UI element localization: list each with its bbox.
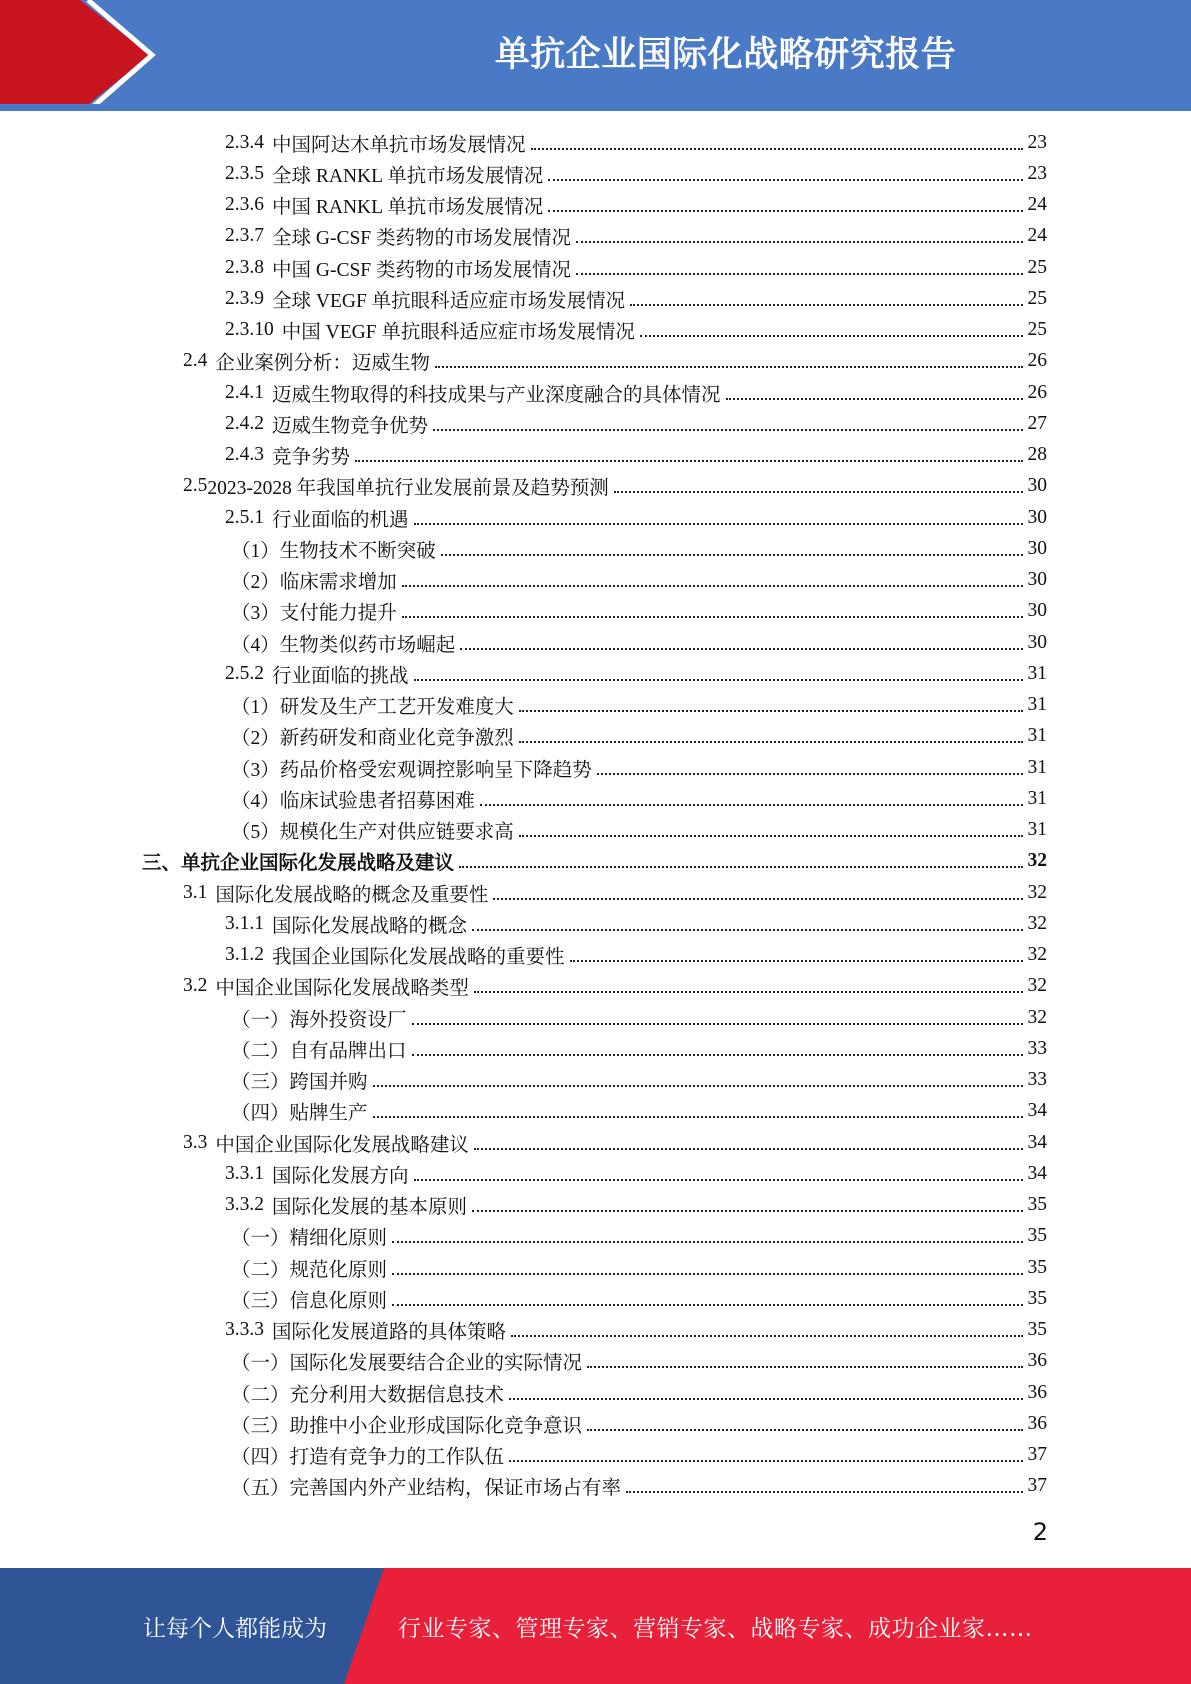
toc-entry-title: （1）研发及生产工艺开发难度大 <box>231 697 514 719</box>
toc-entry[interactable] <box>0 283 1191 314</box>
page-header <box>0 0 1191 111</box>
toc-entry[interactable] <box>0 1283 1191 1314</box>
toc-entry-page: 32 <box>1027 975 1047 997</box>
toc-entry-title: （一）国际化发展要结合企业的实际情况 <box>231 1353 583 1375</box>
toc-entry-page: 37 <box>1027 1475 1047 1497</box>
dot-leader <box>597 773 1023 775</box>
toc-entry-number: 2.3.9 <box>225 287 264 309</box>
toc-entry-title: 迈威生物竞争优势 <box>272 415 429 437</box>
dot-leader <box>548 210 1023 212</box>
toc-entry-page: 35 <box>1027 1319 1047 1341</box>
toc-entry[interactable] <box>0 1096 1191 1127</box>
toc-entry-page: 32 <box>1027 1006 1047 1028</box>
dot-leader <box>392 1304 1023 1306</box>
toc-entry[interactable] <box>0 221 1191 252</box>
toc-entry[interactable] <box>0 815 1191 846</box>
page-footer <box>0 1568 1191 1684</box>
toc-entry-title: （3）药品价格受宏观调控影响呈下降趋势 <box>231 759 592 781</box>
dot-leader <box>509 1460 1023 1462</box>
toc-entry-title: （二）规范化原则 <box>231 1259 388 1281</box>
toc-entry-page: 31 <box>1027 725 1047 747</box>
toc-entry-title: （2）临床需求增加 <box>231 572 397 594</box>
dot-leader <box>474 991 1023 993</box>
toc-entry-title: （二）自有品牌出口 <box>231 1040 407 1062</box>
toc-entry-title: 国际化发展的基本原则 <box>272 1197 468 1219</box>
toc-entry-page: 26 <box>1027 350 1047 372</box>
dot-leader <box>531 148 1023 150</box>
dot-leader <box>472 929 1023 931</box>
toc-entry-title: 中国 RANKL 单抗市场发展情况 <box>272 197 544 219</box>
toc-entry-title: 中国企业国际化发展战略建议 <box>215 1134 469 1156</box>
dot-leader <box>412 1023 1023 1025</box>
dot-leader <box>373 1116 1023 1118</box>
toc-entry-page: 24 <box>1027 225 1047 247</box>
toc-entry-title: （二）充分利用大数据信息技术 <box>231 1384 505 1406</box>
toc-entry-page: 31 <box>1027 662 1047 684</box>
toc-entry[interactable] <box>0 721 1191 752</box>
toc-entry[interactable] <box>0 877 1191 908</box>
toc-entry-title: 国际化发展战略的概念 <box>272 915 468 937</box>
dot-leader <box>435 366 1023 368</box>
dot-leader <box>392 1241 1023 1243</box>
toc-entry-page: 30 <box>1027 631 1047 653</box>
toc-entry-title: （4）生物类似药市场崛起 <box>231 634 456 656</box>
dot-leader <box>511 1335 1023 1337</box>
toc-entry-title: （1）生物技术不断突破 <box>231 540 436 562</box>
toc-entry-page: 23 <box>1027 131 1047 153</box>
toc-entry-number: 3.1.1 <box>225 912 264 934</box>
toc-entry-number: 2.4 <box>183 350 208 372</box>
toc-entry-page: 34 <box>1027 1131 1047 1153</box>
dot-leader <box>614 491 1023 493</box>
toc-entry-page: 30 <box>1027 506 1047 528</box>
toc-entry-page: 35 <box>1027 1194 1047 1216</box>
dot-leader <box>459 866 1023 868</box>
toc-entry-title: （2）新药研发和商业化竞争激烈 <box>231 728 514 750</box>
toc-entry[interactable] <box>0 315 1191 346</box>
toc-entry-title: 国际化发展战略的概念及重要性 <box>215 884 489 906</box>
dot-leader <box>519 710 1023 712</box>
dot-leader <box>576 241 1023 243</box>
toc-entry-page: 34 <box>1027 1100 1047 1122</box>
toc-entry-number: 2.3.5 <box>225 162 264 184</box>
toc-entry-number: 2.5.2 <box>225 662 264 684</box>
toc-entry-number: 3.3.3 <box>225 1319 264 1341</box>
toc-entry[interactable] <box>0 1471 1191 1502</box>
toc-entry-number: 3.3.1 <box>225 1162 264 1184</box>
toc-entry[interactable] <box>0 1408 1191 1439</box>
dot-leader <box>402 585 1023 587</box>
toc-entry-title: （四）贴牌生产 <box>231 1103 368 1125</box>
toc-entry-page: 35 <box>1027 1225 1047 1247</box>
toc-entry[interactable] <box>0 1033 1191 1064</box>
toc-entry-title: （四）打造有竞争力的工作队伍 <box>231 1447 505 1469</box>
dot-leader <box>474 1148 1023 1150</box>
toc-entry-number: 2.4.1 <box>225 381 264 403</box>
dot-leader <box>414 523 1023 525</box>
dot-leader <box>412 1054 1023 1056</box>
toc-entry[interactable] <box>0 1221 1191 1252</box>
dot-leader <box>355 460 1023 462</box>
footer-slogan-right: 行业专家、管理专家、营销专家、战略专家、成功企业家…… <box>398 1615 1033 1642</box>
toc-entry[interactable] <box>0 690 1191 721</box>
toc-entry-title: 全球 VEGF 单抗眼科适应症市场发展情况 <box>272 290 626 312</box>
toc-entry[interactable] <box>0 1252 1191 1283</box>
report-title: 单抗企业国际化战略研究报告 <box>494 35 957 75</box>
toc-entry[interactable] <box>0 440 1191 471</box>
toc-entry[interactable] <box>0 1158 1191 1189</box>
dot-leader <box>493 898 1023 900</box>
toc-entry-page: 33 <box>1027 1069 1047 1091</box>
toc-entry-page: 23 <box>1027 162 1047 184</box>
toc-entry[interactable] <box>0 533 1191 564</box>
toc-entry-title: 国际化发展道路的具体策略 <box>272 1322 507 1344</box>
toc-entry[interactable] <box>0 408 1191 439</box>
toc-entry[interactable] <box>0 1440 1191 1471</box>
toc-entry-page: 33 <box>1027 1037 1047 1059</box>
toc-entry-page: 32 <box>1027 944 1047 966</box>
toc-entry[interactable] <box>0 627 1191 658</box>
dot-leader <box>472 1210 1023 1212</box>
toc-entry-title: （4）临床试验患者招募困难 <box>231 790 475 812</box>
toc-entry[interactable] <box>0 1065 1191 1096</box>
toc-entry[interactable] <box>0 752 1191 783</box>
toc-entry-number: 2.4.2 <box>225 412 264 434</box>
toc-entry-number: 2.4.3 <box>225 444 264 466</box>
toc-entry[interactable] <box>0 471 1191 502</box>
toc-entry-number: 2.3.6 <box>225 194 264 216</box>
dot-leader <box>640 335 1023 337</box>
toc-entry-page: 30 <box>1027 475 1047 497</box>
dot-leader <box>587 1429 1023 1431</box>
footer-slogan-left: 让每个人都能成为 <box>143 1615 327 1642</box>
dot-leader <box>433 429 1023 431</box>
toc-entry-page: 35 <box>1027 1287 1047 1309</box>
toc-entry-title: 全球 RANKL 单抗市场发展情况 <box>272 165 544 187</box>
toc-entry-title: 企业案例分析：迈威生物 <box>215 353 430 375</box>
dot-leader <box>509 1398 1023 1400</box>
toc-entry-page: 26 <box>1027 381 1047 403</box>
toc-entry[interactable] <box>0 1377 1191 1408</box>
toc-entry-title: 我国企业国际化发展战略的重要性 <box>272 947 565 969</box>
dot-leader <box>373 1085 1023 1087</box>
toc-entry-page: 24 <box>1027 194 1047 216</box>
toc-entry-title: 中国 VEGF 单抗眼科适应症市场发展情况 <box>281 322 635 344</box>
toc-entry-page: 28 <box>1027 444 1047 466</box>
toc-entry[interactable] <box>0 846 1191 877</box>
toc-entry-page: 36 <box>1027 1381 1047 1403</box>
toc-entry-page: 30 <box>1027 600 1047 622</box>
toc-entry-page: 25 <box>1027 287 1047 309</box>
toc-entry-page: 32 <box>1027 850 1047 872</box>
toc-entry[interactable] <box>0 158 1191 189</box>
dot-leader <box>570 960 1023 962</box>
toc-entry-title: （三）信息化原则 <box>231 1290 388 1312</box>
toc-entry-title: （3）支付能力提升 <box>231 603 397 625</box>
toc-entry-page: 37 <box>1027 1444 1047 1466</box>
toc-entry-page: 25 <box>1027 256 1047 278</box>
toc-entry-page: 30 <box>1027 569 1047 591</box>
toc-entry-title: （5）规模化生产对供应链要求高 <box>231 822 514 844</box>
toc-entry-number: 2.3.10 <box>225 319 274 341</box>
toc-entry[interactable] <box>0 502 1191 533</box>
toc-entry-page: 34 <box>1027 1162 1047 1184</box>
toc-entry[interactable] <box>0 658 1191 689</box>
toc-entry-number: 3.3.2 <box>225 1194 264 1216</box>
toc-entry[interactable] <box>0 908 1191 939</box>
page-number: 2 <box>1032 1518 1048 1546</box>
toc-entry-page: 31 <box>1027 787 1047 809</box>
dot-leader <box>392 1273 1023 1275</box>
toc-entry-title: 中国阿达木单抗市场发展情况 <box>272 134 526 156</box>
dot-leader <box>519 835 1023 837</box>
toc-entry-title: （五）完善国内外产业结构，保证市场占有率 <box>231 1478 622 1500</box>
toc-entry-title: 中国企业国际化发展战略类型 <box>215 978 469 1000</box>
toc-entry-number: 3.2 <box>183 975 208 997</box>
toc-entry-title: 国际化发展方向 <box>272 1165 409 1187</box>
dot-leader <box>414 1179 1023 1181</box>
dot-leader <box>626 1491 1023 1493</box>
toc-entry[interactable] <box>0 127 1191 158</box>
toc-entry-page: 31 <box>1027 694 1047 716</box>
toc-entry-title: 迈威生物取得的科技成果与产业深度融合的具体情况 <box>272 384 721 406</box>
dot-leader <box>548 179 1023 181</box>
toc-entry[interactable] <box>0 565 1191 596</box>
toc-entry-title: 行业面临的挑战 <box>272 665 409 687</box>
toc-entry[interactable] <box>0 190 1191 221</box>
dot-leader <box>630 304 1023 306</box>
dot-leader <box>576 273 1023 275</box>
header-bottom-rule <box>0 104 1191 111</box>
toc-entry-page: 27 <box>1027 412 1047 434</box>
toc-entry-number: 2.5.1 <box>225 506 264 528</box>
toc-entry-number: 2.3.7 <box>225 225 264 247</box>
dot-leader <box>726 398 1023 400</box>
toc-entry[interactable] <box>0 783 1191 814</box>
toc-entry[interactable] <box>0 596 1191 627</box>
table-of-contents <box>0 127 1191 1502</box>
toc-entry-page: 25 <box>1027 319 1047 341</box>
toc-entry[interactable] <box>0 971 1191 1002</box>
toc-entry-page: 30 <box>1027 537 1047 559</box>
toc-entry-page: 35 <box>1027 1256 1047 1278</box>
toc-entry-title: 全球 G-CSF 类药物的市场发展情况 <box>272 228 572 250</box>
dot-leader <box>519 741 1023 743</box>
toc-entry[interactable] <box>0 1127 1191 1158</box>
dot-leader <box>441 554 1023 556</box>
toc-entry-page: 31 <box>1027 756 1047 778</box>
toc-entry-page: 36 <box>1027 1350 1047 1372</box>
toc-entry-number: 2.3.4 <box>225 131 264 153</box>
toc-entry[interactable] <box>0 1315 1191 1346</box>
dot-leader <box>587 1366 1023 1368</box>
toc-entry-title: 竞争劣势 <box>272 447 351 469</box>
dot-leader <box>480 804 1023 806</box>
toc-entry-number: 3.3 <box>183 1131 208 1153</box>
dot-leader <box>402 616 1023 618</box>
dot-leader <box>460 648 1023 650</box>
toc-entry-page: 32 <box>1027 912 1047 934</box>
toc-entry-title: 中国 G-CSF 类药物的市场发展情况 <box>272 259 572 281</box>
toc-entry[interactable] <box>0 377 1191 408</box>
toc-entry-title: 三、单抗企业国际化发展战略及建议 <box>142 853 455 875</box>
toc-entry[interactable] <box>0 1190 1191 1221</box>
toc-entry-number: 2.5 <box>183 475 208 497</box>
toc-entry-title: 行业面临的机遇 <box>272 509 409 531</box>
toc-entry-title: （三）助推中小企业形成国际化竞争意识 <box>231 1415 583 1437</box>
toc-entry[interactable] <box>0 1002 1191 1033</box>
toc-entry-page: 32 <box>1027 881 1047 903</box>
toc-entry[interactable] <box>0 252 1191 283</box>
toc-entry-page: 31 <box>1027 819 1047 841</box>
toc-entry-title: （三）跨国并购 <box>231 1072 368 1094</box>
toc-entry-page: 36 <box>1027 1412 1047 1434</box>
toc-entry-number: 3.1.2 <box>225 944 264 966</box>
toc-entry[interactable] <box>0 1346 1191 1377</box>
toc-entry-title: （一）海外投资设厂 <box>231 1009 407 1031</box>
toc-entry-title: 2023-2028 年我国单抗行业发展前景及趋势预测 <box>207 478 609 500</box>
toc-entry-number: 2.3.8 <box>225 256 264 278</box>
toc-entry[interactable] <box>0 940 1191 971</box>
dot-leader <box>414 679 1023 681</box>
toc-entry-number: 3.1 <box>183 881 208 903</box>
toc-entry[interactable] <box>0 346 1191 377</box>
toc-entry-title: （一）精细化原则 <box>231 1228 388 1250</box>
